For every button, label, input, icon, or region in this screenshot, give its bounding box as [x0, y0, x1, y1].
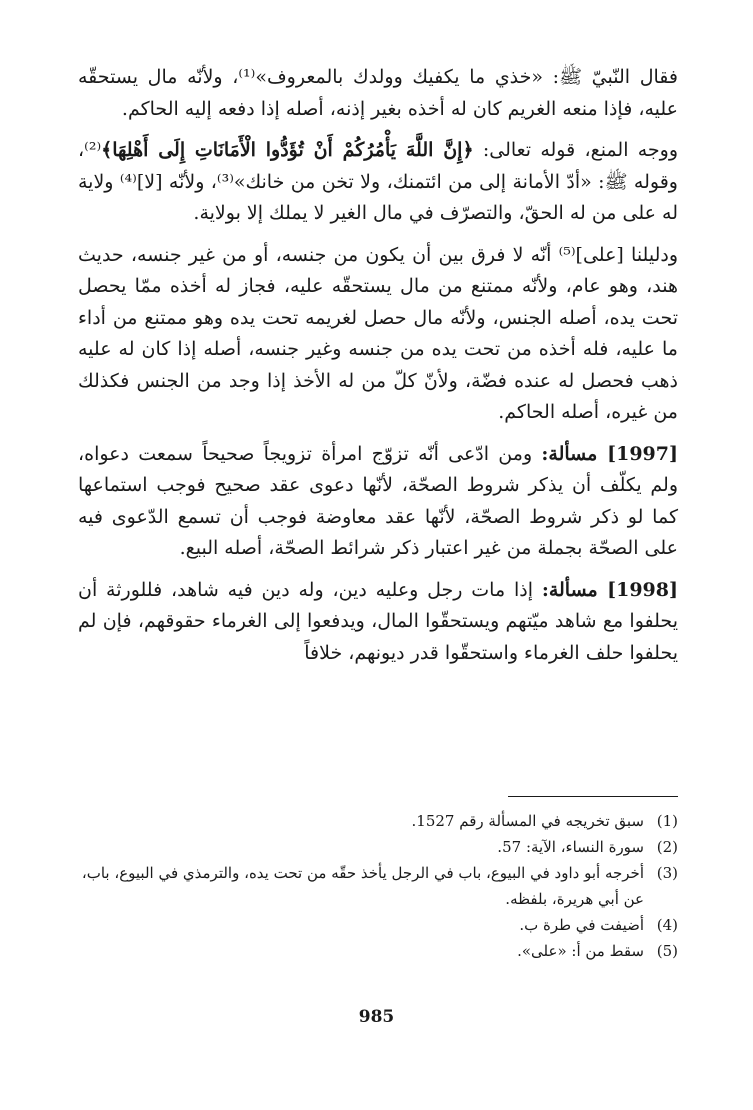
footnote-text: أخرجه أبو داود في البيوع، باب في الرجل يأخذ حقّه من تحت يده، والترمذي في البيوع، باب، عن أبي هريرة، بلفظه. — [81, 864, 644, 908]
footnote-text: سقط من أ: «على». — [517, 942, 644, 960]
issue-1998 — [78, 575, 678, 670]
footnote-text: أضيفت في طرة ب. — [519, 916, 644, 934]
quran-verse: ﴿إِنَّ اللَّهَ يَأْمُرُكُمْ أَنْ تُؤَدُّوا الْأَمَانَاتِ إِلَى أَهْلِهَا﴾ — [101, 139, 474, 161]
paragraph-2 — [78, 135, 678, 230]
paragraph-1: فقال النّبيّ ﷺ: «خذي ما يكفيك وولدك بالمعروف»⁽¹⁾، ولأنّه مال يستحقّه عليه، فإذا منعه الغريم كان له أخذه بغير إذنه، أصله إذا دفعه إليه الحاكم. — [78, 66, 678, 120]
footnote-1 — [78, 808, 678, 834]
footnote-2 — [78, 834, 678, 860]
issue-1998-heading: [1998] مسألة: — [541, 578, 678, 601]
footnote-number: (5) — [656, 942, 678, 960]
footnote-number: (2) — [656, 838, 678, 856]
footnote-number: (4) — [656, 916, 678, 934]
main-text — [78, 62, 678, 679]
issue-1997 — [78, 439, 678, 565]
footnote-text: سورة النساء، الآية: 57. — [497, 838, 644, 856]
footnote-number: (3) — [656, 864, 678, 882]
footnote-divider — [508, 796, 678, 797]
issue-1997-text: ومن ادّعى أنّه تزوّج امرأة تزويجاً صحيحاً سمعت دعواه، ولم يكلّف أن يذكر شروط الصحّة، لأنّها دعوى عقد صحيح فوجب استماعها كما لو ذكر شروط الصحّة، لأنّها عقد معاوضة فوجب أن تسمع الدّعوى فيه على الصحّة بجملة من غير اعتبار ذكر شرائط الصحّة، أصله البيع. — [78, 442, 678, 559]
page-number: 985 — [358, 1007, 395, 1027]
footnote-3 — [78, 860, 678, 912]
footnote-number: (1) — [656, 812, 678, 830]
footnotes — [78, 808, 678, 964]
issue-1998-text: إذا مات رجل وعليه دين، وله دين فيه شاهد، فللورثة أن يحلفوا مع شاهد ميّتهم ويستحقّوا المال، ويدفعوا إلى الغرماء حقوقهم، فإن لم يحلفوا حلف الغرماء واستحقّوا قدر ديونهم، خلافاً — [78, 578, 678, 664]
paragraph-2-intro: ووجه المنع، قوله تعالى: — [473, 139, 678, 161]
paragraph-3: ودليلنا [على]⁽⁵⁾ أنّه لا فرق بين أن يكون من جنسه، أو من غير جنسه، حديث هند، وهو عام، ولأنّه ممتنع من مال يستحقّه عليه، فجاز له أخذه ممّا يحصل تحت يده، أصله الجنس، ولأنّه مال حصل لغريمه تحت يده وهو ممتنع من أداء ما عليه، فله أخذه من تحت يده من جنسه وغير جنسه، أصله إذا كان له عليه ذهب فحصل له عنده فضّة، ولأنّ كلّ من له الأخذ إذا وجد من الجنس فكذلك من غيره، أصله الحاكم. — [78, 243, 679, 423]
issue-1997-heading: [1997] مسألة: — [541, 442, 678, 465]
paragraph-2-rest: ⁽²⁾، وقوله ﷺ: «أدّ الأمانة إلى من ائتمنك، ولا تخن من خانك»⁽³⁾، ولأنّه [لا]⁽⁴⁾ ولاية له على من له الحقّ، والتصرّف في مال الغير لا يملك إلا بولاية. — [78, 139, 678, 224]
footnote-4 — [78, 912, 678, 938]
footnote-5 — [78, 938, 678, 964]
footnote-text: سبق تخريجه في المسألة رقم 1527. — [411, 812, 644, 830]
